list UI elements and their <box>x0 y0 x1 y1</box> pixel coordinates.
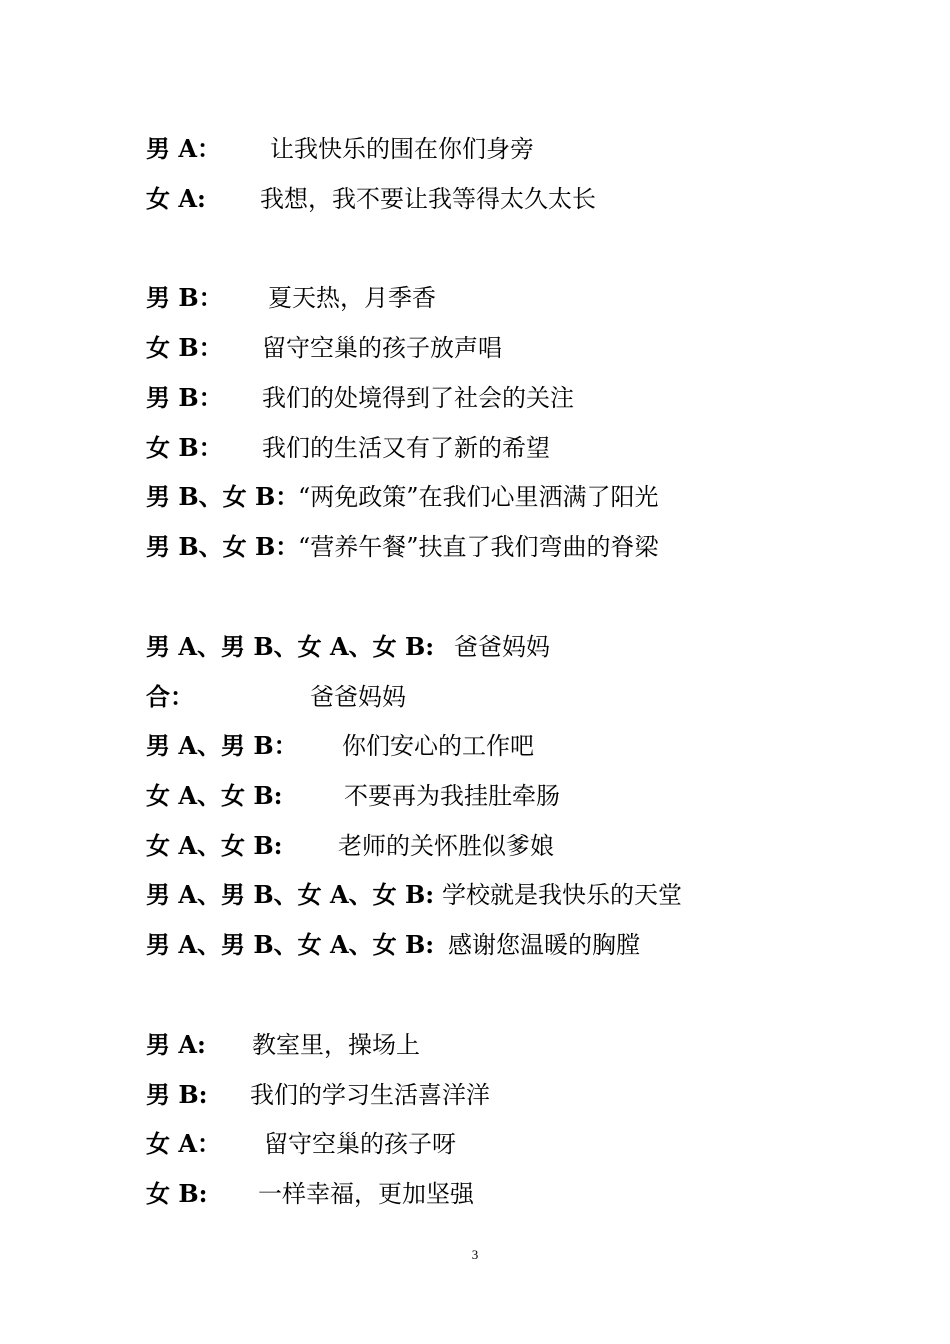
line-text: 夏天热，月季香 <box>268 284 436 312</box>
page-number: 3 <box>471 1247 479 1262</box>
speaker-label: 男 B、女 B： <box>146 482 300 511</box>
line-text: “两免政策”在我们心里洒满了阳光 <box>298 483 659 511</box>
speaker-label: 男 A、男 B： <box>146 731 298 760</box>
line-text: 留守空巢的孩子呀 <box>264 1130 456 1158</box>
line-text: 留守空巢的孩子放声唱 <box>262 334 502 362</box>
line-text: 爸爸妈妈 <box>454 633 550 661</box>
line-text: 你们安心的工作吧 <box>342 732 534 760</box>
line-text: 不要再为我挂肚牵肠 <box>344 782 560 810</box>
line-text: 我们的学习生活喜洋洋 <box>250 1081 490 1109</box>
line-text: 感谢您温暖的胸膛 <box>448 931 640 959</box>
speaker-label: 女 A、女 B: <box>146 781 283 810</box>
line-text: 我们的处境得到了社会的关注 <box>262 384 574 412</box>
line-text: “营养午餐”扶直了我们弯曲的脊梁 <box>298 533 659 561</box>
speaker-label: 男 B： <box>146 283 223 312</box>
speaker-label: 男 B: <box>146 1080 208 1109</box>
speaker-label: 女 B： <box>146 333 223 362</box>
speaker-label: 男 A： <box>146 134 221 163</box>
line-text: 一样幸福，更加坚强 <box>258 1180 474 1208</box>
line-text: 我想，我不要让我等得太久太长 <box>260 185 596 213</box>
speaker-label: 男 A、男 B、女 A、女 B: <box>146 632 435 661</box>
line-text: 爸爸妈妈 <box>310 683 406 711</box>
speaker-label: 男 A: <box>146 1030 206 1059</box>
line-text: 老师的关怀胜似爹娘 <box>338 832 554 860</box>
line-text: 我们的生活又有了新的希望 <box>262 434 550 462</box>
speaker-label: 女 B: <box>146 1179 208 1208</box>
speaker-label: 女 A： <box>146 1129 221 1158</box>
speaker-label: 男 A、男 B、女 A、女 B: <box>146 880 435 909</box>
speaker-label: 女 A: <box>146 184 206 213</box>
speaker-label: 合： <box>146 682 194 711</box>
speaker-label: 女 B： <box>146 433 223 462</box>
line-text: 教室里，操场上 <box>252 1031 420 1059</box>
speaker-label: 男 A、男 B、女 A、女 B: <box>146 930 435 959</box>
line-text: 学校就是我快乐的天堂 <box>442 881 682 909</box>
line-text: 让我快乐的围在你们身旁 <box>270 135 534 163</box>
speaker-label: 女 A、女 B: <box>146 831 283 860</box>
speaker-label: 男 B、女 B： <box>146 532 300 561</box>
speaker-label: 男 B： <box>146 383 223 412</box>
